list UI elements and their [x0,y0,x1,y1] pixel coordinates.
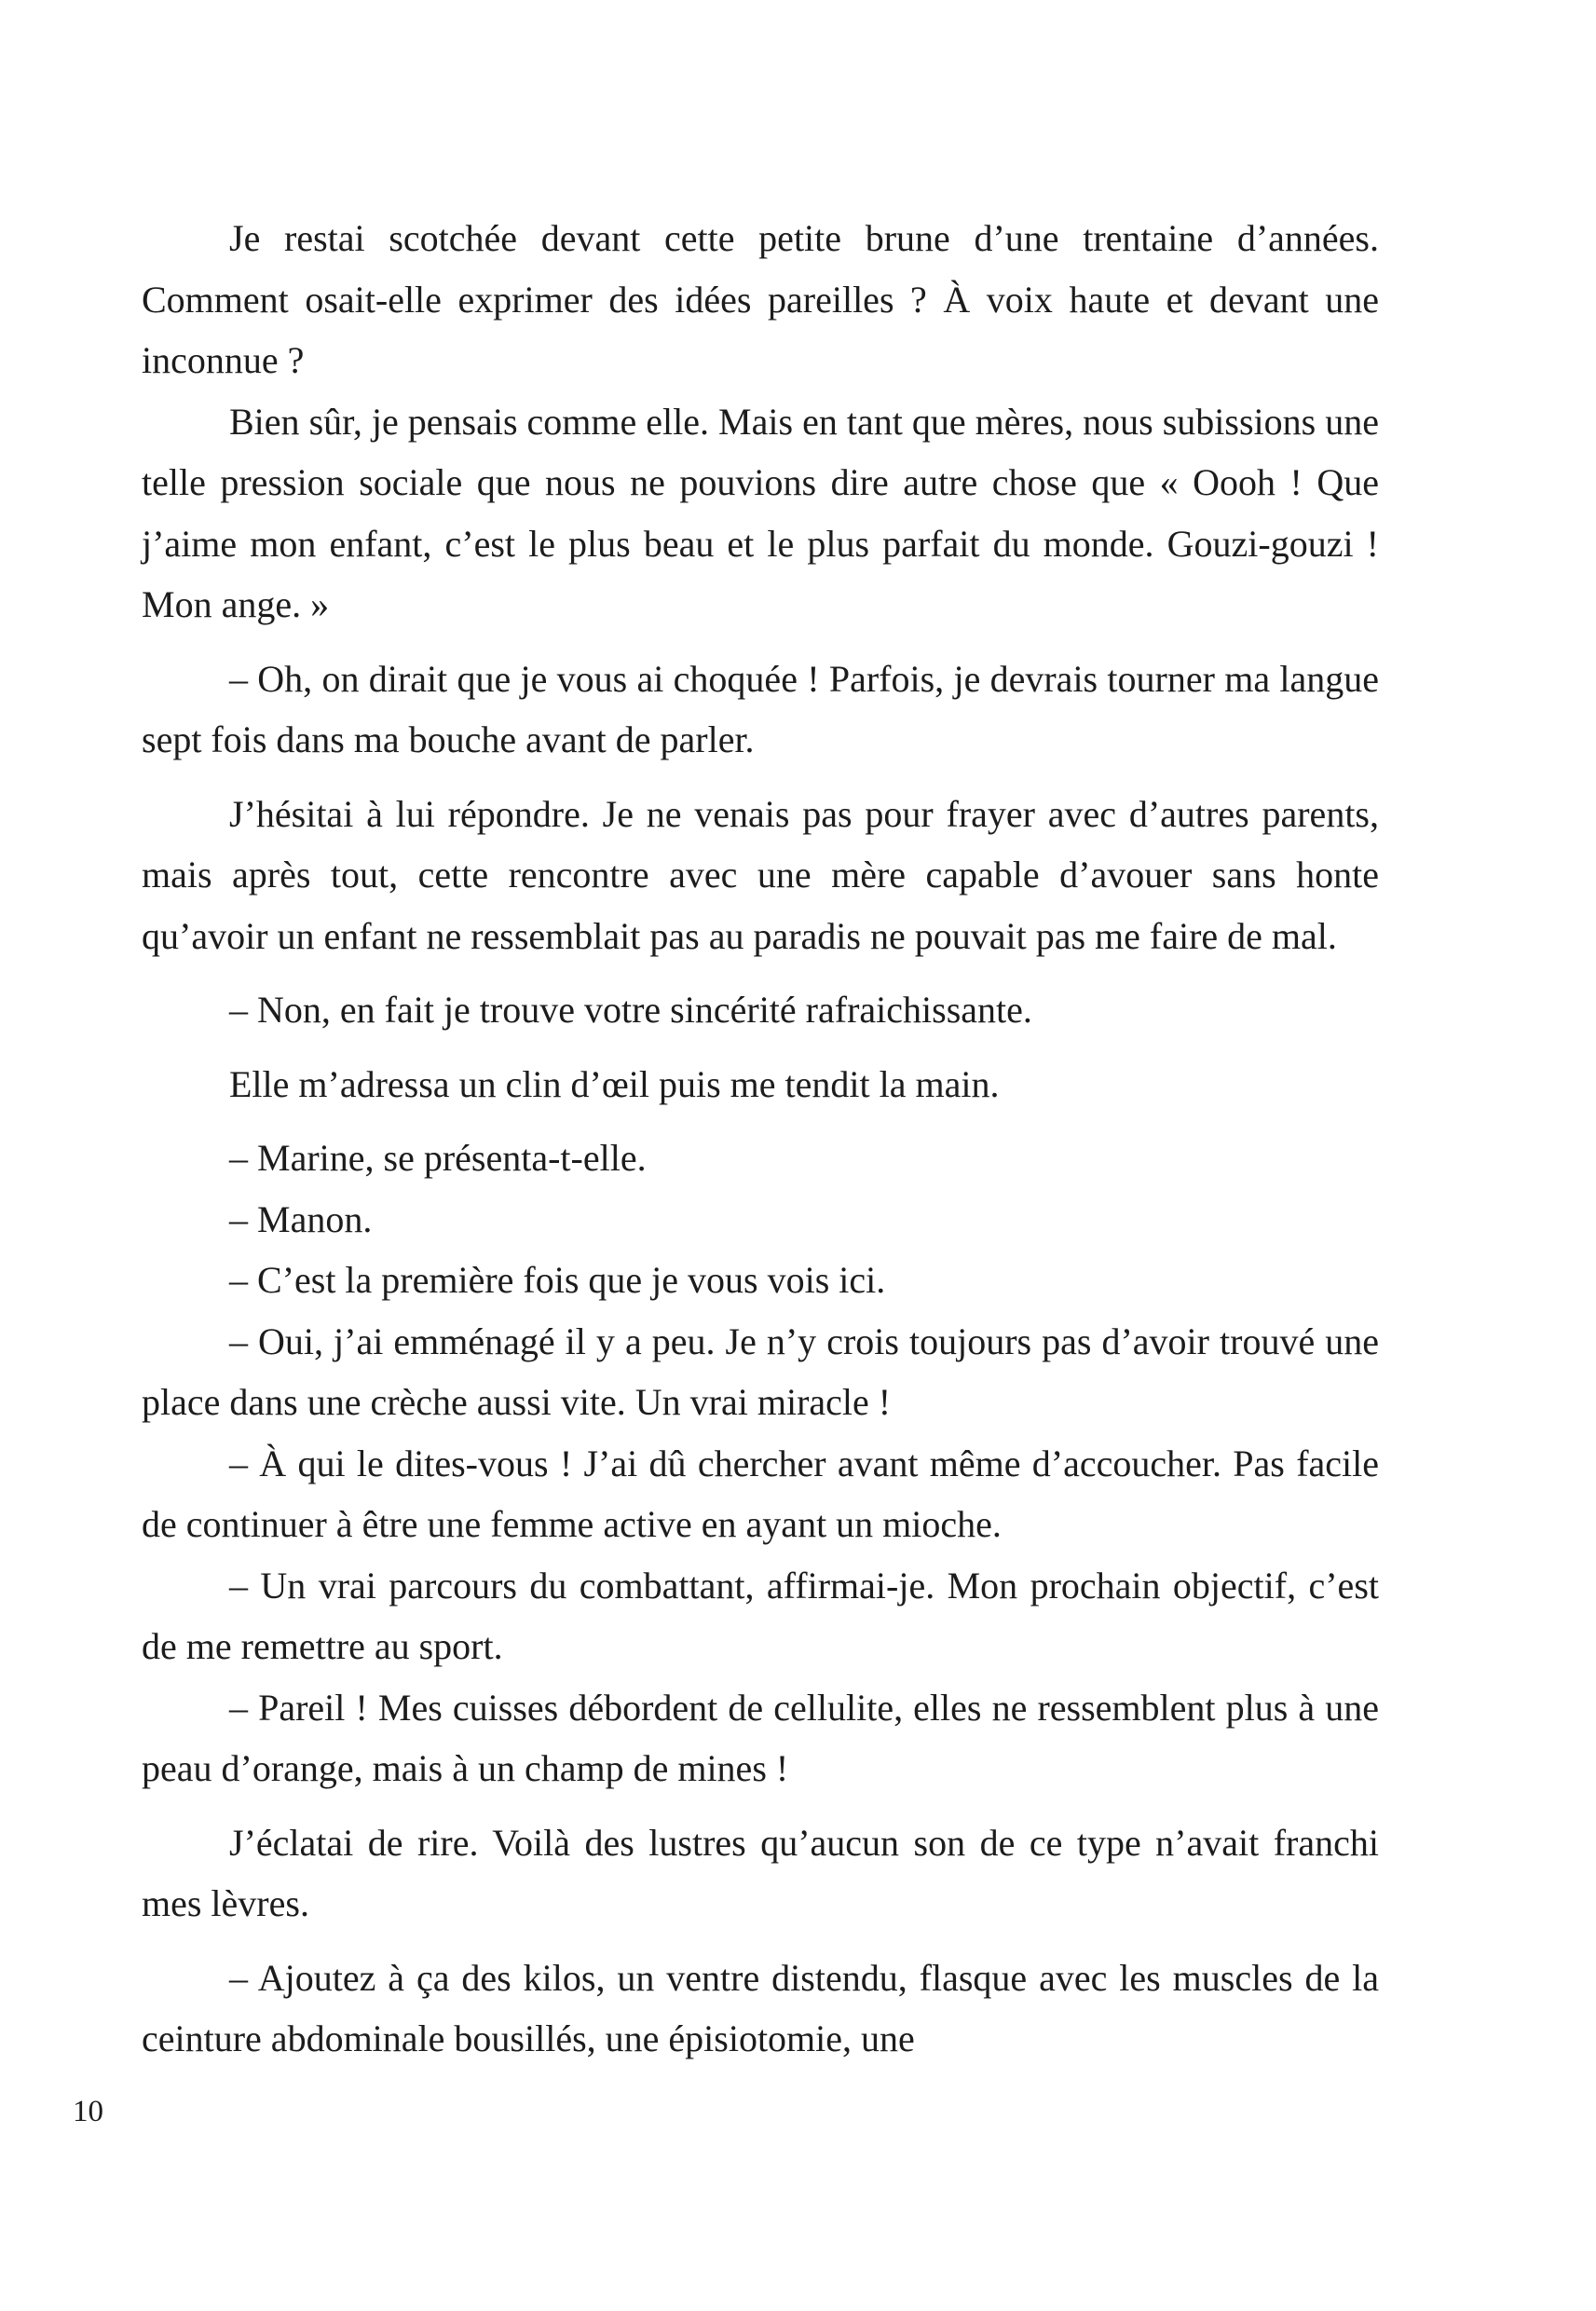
dialogue-line: – À qui le dites-vous ! J’ai dû chercher avant même d’accoucher. Pas facile de continuer à être une femme active en ayant un mioche. [142,1442,1379,1545]
dialogue-line: – Ajoutez à ça des kilos, un ventre distendu, flasque avec les muscles de la ceinture abdominale bousillés, une épisiotomie, une [142,1956,1379,2059]
page-number: 10 [73,2095,103,2128]
dialogue-line: – Oui, j’ai emménagé il y a peu. Je n’y crois toujours pas d’avoir trouvé une place dans une crèche aussi vite. Un vrai miracle ! [142,1320,1379,1423]
paragraph: Bien sûr, je pensais comme elle. Mais en tant que mères, nous subissions une telle pression sociale que nous ne pouvions dire autre chose que « Oooh ! Que j’aime mon enfant, c’est le plus beau et le plus parfait du monde. Gouzi-gouzi ! Mon ange. » [142,400,1379,625]
dialogue-line: – Pareil ! Mes cuisses débordent de cellulite, elles ne ressemblent plus à une peau d’orange, mais à un champ de mines ! [142,1686,1379,1789]
paragraph: J’éclatai de rire. Voilà des lustres qu’aucun son de ce type n’avait franchi mes lèvres. [142,1821,1379,1924]
dialogue-line: – Manon. [229,1197,373,1240]
paragraph: Je restai scotchée devant cette petite brune d’une trentaine d’années. Comment osait-elle exprimer des idées pareilles ? À voix haute et devant une inconnue ? [142,217,1379,381]
dialogue-line: – Oh, on dirait que je vous ai choquée ! Parfois, je devrais tourner ma langue sept fois dans ma bouche avant de parler. [142,657,1379,760]
paragraph: J’hésitai à lui répondre. Je ne venais pas pour frayer avec d’autres parents, mais après tout, cette rencontre avec une mère capable d’avouer sans honte qu’avoir un enfant ne ressemblait pas au paradis ne pouvait pas me faire de mal. [142,792,1379,957]
paragraph: Elle m’adressa un clin d’œil puis me tendit la main. [229,1062,1000,1105]
body-text [142,208,1379,2070]
dialogue-line: – Marine, se présenta-t-elle. [229,1137,647,1179]
dialogue-line: – Un vrai parcours du combattant, affirmai-je. Mon prochain objectif, c’est de me remettre au sport. [142,1564,1379,1667]
dialogue-line: – C’est la première fois que je vous vois ici. [229,1259,886,1301]
dialogue-line: – Non, en fait je trouve votre sincérité rafraichissante. [229,989,1032,1031]
